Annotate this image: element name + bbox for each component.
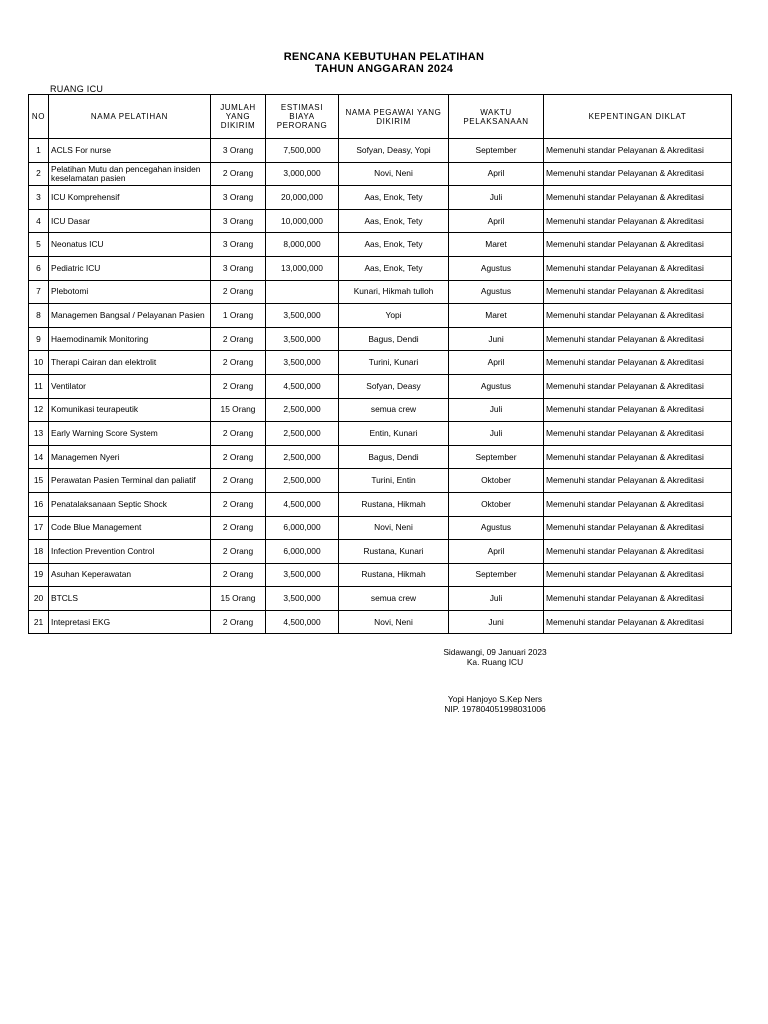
table-row [29, 540, 732, 564]
cell-biaya: 4,500,000 [266, 374, 339, 398]
cell-jumlah: 3 Orang [211, 209, 266, 233]
header-no: NO [29, 95, 49, 139]
header-estimasi-biaya: ESTIMASI BIAYA PERORANG [266, 95, 339, 139]
cell-waktu: Juli [449, 587, 544, 611]
cell-jumlah: 3 Orang [211, 139, 266, 163]
cell-no: 3 [29, 186, 49, 210]
cell-kepentingan: Memenuhi standar Pelayanan & Akreditasi [544, 563, 732, 587]
cell-pegawai: Turini, Entin [339, 469, 449, 493]
signature-block-bottom [395, 694, 595, 714]
cell-waktu: Juli [449, 398, 544, 422]
cell-kepentingan: Memenuhi standar Pelayanan & Akreditasi [544, 139, 732, 163]
cell-kepentingan: Memenuhi standar Pelayanan & Akreditasi [544, 587, 732, 611]
cell-pegawai: Novi, Neni [339, 610, 449, 634]
cell-waktu: April [449, 540, 544, 564]
cell-kepentingan: Memenuhi standar Pelayanan & Akreditasi [544, 351, 732, 375]
cell-waktu: Agustus [449, 374, 544, 398]
cell-nama-pelatihan: Managemen Nyeri [49, 445, 211, 469]
cell-biaya: 4,500,000 [266, 610, 339, 634]
cell-pegawai: semua crew [339, 398, 449, 422]
cell-jumlah: 2 Orang [211, 351, 266, 375]
cell-no: 19 [29, 563, 49, 587]
cell-nama-pelatihan: BTCLS [49, 587, 211, 611]
cell-biaya: 2,500,000 [266, 469, 339, 493]
cell-pegawai: Yopi [339, 304, 449, 328]
cell-biaya: 2,500,000 [266, 445, 339, 469]
table-row [29, 516, 732, 540]
cell-no: 9 [29, 327, 49, 351]
cell-waktu: Agustus [449, 280, 544, 304]
cell-no: 14 [29, 445, 49, 469]
cell-waktu: April [449, 351, 544, 375]
cell-waktu: Oktober [449, 469, 544, 493]
cell-pegawai: Rustana, Hikmah [339, 492, 449, 516]
training-table [28, 94, 732, 634]
cell-kepentingan: Memenuhi standar Pelayanan & Akreditasi [544, 256, 732, 280]
table-row [29, 374, 732, 398]
cell-jumlah: 15 Orang [211, 398, 266, 422]
table-row [29, 233, 732, 257]
cell-no: 1 [29, 139, 49, 163]
cell-biaya: 2,500,000 [266, 422, 339, 446]
cell-nama-pelatihan: Therapi Cairan dan elektrolit [49, 351, 211, 375]
table-row [29, 304, 732, 328]
header-jumlah: JUMLAH YANG DIKIRIM [211, 95, 266, 139]
cell-no: 12 [29, 398, 49, 422]
cell-biaya: 3,500,000 [266, 587, 339, 611]
cell-jumlah: 2 Orang [211, 492, 266, 516]
cell-biaya: 3,500,000 [266, 351, 339, 375]
cell-biaya: 3,500,000 [266, 327, 339, 351]
table-row [29, 492, 732, 516]
table-row [29, 610, 732, 634]
cell-biaya: 6,000,000 [266, 540, 339, 564]
cell-nama-pelatihan: ICU Dasar [49, 209, 211, 233]
cell-jumlah: 2 Orang [211, 516, 266, 540]
table-row [29, 445, 732, 469]
cell-biaya: 3,500,000 [266, 304, 339, 328]
cell-kepentingan: Memenuhi standar Pelayanan & Akreditasi [544, 304, 732, 328]
cell-no: 8 [29, 304, 49, 328]
cell-kepentingan: Memenuhi standar Pelayanan & Akreditasi [544, 398, 732, 422]
cell-biaya: 2,500,000 [266, 398, 339, 422]
cell-no: 15 [29, 469, 49, 493]
cell-waktu: Agustus [449, 516, 544, 540]
cell-pegawai: semua crew [339, 587, 449, 611]
cell-pegawai: Novi, Neni [339, 162, 449, 186]
cell-kepentingan: Memenuhi standar Pelayanan & Akreditasi [544, 540, 732, 564]
cell-waktu: Maret [449, 304, 544, 328]
cell-jumlah: 3 Orang [211, 186, 266, 210]
cell-kepentingan: Memenuhi standar Pelayanan & Akreditasi [544, 327, 732, 351]
cell-kepentingan: Memenuhi standar Pelayanan & Akreditasi [544, 374, 732, 398]
cell-jumlah: 2 Orang [211, 610, 266, 634]
cell-waktu: September [449, 445, 544, 469]
cell-biaya: 4,500,000 [266, 492, 339, 516]
cell-no: 4 [29, 209, 49, 233]
cell-nama-pelatihan: Infection Prevention Control [49, 540, 211, 564]
signatory-name: Yopi Hanjoyo S.Kep Ners [447, 694, 543, 704]
cell-no: 7 [29, 280, 49, 304]
cell-jumlah: 2 Orang [211, 540, 266, 564]
table-row [29, 139, 732, 163]
cell-kepentingan: Memenuhi standar Pelayanan & Akreditasi [544, 469, 732, 493]
cell-no: 11 [29, 374, 49, 398]
cell-biaya: 3,500,000 [266, 563, 339, 587]
cell-jumlah: 2 Orang [211, 280, 266, 304]
cell-waktu: Juli [449, 186, 544, 210]
cell-nama-pelatihan: Intepretasi EKG [49, 610, 211, 634]
cell-nama-pelatihan: Perawatan Pasien Terminal dan paliatif [49, 469, 211, 493]
signatory-nip: NIP. 197804051998031006 [444, 704, 546, 714]
cell-biaya: 7,500,000 [266, 139, 339, 163]
cell-pegawai: Rustana, Hikmah [339, 563, 449, 587]
cell-waktu: Juli [449, 422, 544, 446]
cell-waktu: April [449, 162, 544, 186]
cell-jumlah: 2 Orang [211, 469, 266, 493]
header-kepentingan: KEPENTINGAN DIKLAT [544, 95, 732, 139]
cell-pegawai: Novi, Neni [339, 516, 449, 540]
cell-no: 5 [29, 233, 49, 257]
cell-kepentingan: Memenuhi standar Pelayanan & Akreditasi [544, 280, 732, 304]
cell-no: 2 [29, 162, 49, 186]
cell-kepentingan: Memenuhi standar Pelayanan & Akreditasi [544, 445, 732, 469]
cell-pegawai: Kunari, Hikmah tulloh [339, 280, 449, 304]
cell-biaya [266, 280, 339, 304]
cell-no: 10 [29, 351, 49, 375]
table-row [29, 398, 732, 422]
cell-pegawai: Aas, Enok, Tety [339, 233, 449, 257]
cell-jumlah: 2 Orang [211, 327, 266, 351]
table-row [29, 280, 732, 304]
cell-biaya: 10,000,000 [266, 209, 339, 233]
cell-nama-pelatihan: Neonatus ICU [49, 233, 211, 257]
cell-jumlah: 2 Orang [211, 374, 266, 398]
cell-nama-pelatihan: Penatalaksanaan Septic Shock [49, 492, 211, 516]
cell-no: 21 [29, 610, 49, 634]
cell-pegawai: Bagus, Dendi [339, 327, 449, 351]
cell-kepentingan: Memenuhi standar Pelayanan & Akreditasi [544, 516, 732, 540]
header-nama-pegawai: NAMA PEGAWAI YANG DIKIRIM [339, 95, 449, 139]
signature-block-top [395, 647, 595, 667]
cell-kepentingan: Memenuhi standar Pelayanan & Akreditasi [544, 233, 732, 257]
cell-waktu: Juni [449, 327, 544, 351]
cell-pegawai: Entin, Kunari [339, 422, 449, 446]
header-waktu: WAKTU PELAKSANAAN [449, 95, 544, 139]
table-row [29, 422, 732, 446]
document-subtitle: TAHUN ANGGARAN 2024 [314, 63, 454, 75]
cell-waktu: Agustus [449, 256, 544, 280]
cell-jumlah: 1 Orang [211, 304, 266, 328]
cell-waktu: September [449, 139, 544, 163]
cell-pegawai: Sofyan, Deasy [339, 374, 449, 398]
cell-nama-pelatihan: Asuhan Keperawatan [49, 563, 211, 587]
cell-waktu: April [449, 209, 544, 233]
cell-kepentingan: Memenuhi standar Pelayanan & Akreditasi [544, 162, 732, 186]
cell-no: 13 [29, 422, 49, 446]
cell-kepentingan: Memenuhi standar Pelayanan & Akreditasi [544, 492, 732, 516]
document-title: RENCANA KEBUTUHAN PELATIHAN [283, 51, 485, 63]
table-row [29, 327, 732, 351]
cell-jumlah: 2 Orang [211, 445, 266, 469]
cell-biaya: 13,000,000 [266, 256, 339, 280]
cell-pegawai: Aas, Enok, Tety [339, 186, 449, 210]
cell-pegawai: Bagus, Dendi [339, 445, 449, 469]
cell-jumlah: 2 Orang [211, 162, 266, 186]
cell-nama-pelatihan: Managemen Bangsal / Pelayanan Pasien [49, 304, 211, 328]
table-row [29, 162, 732, 186]
cell-no: 16 [29, 492, 49, 516]
cell-nama-pelatihan: Plebotomi [49, 280, 211, 304]
cell-nama-pelatihan: Haemodinamik Monitoring [49, 327, 211, 351]
cell-no: 17 [29, 516, 49, 540]
place-date: Sidawangi, 09 Januari 2023 [443, 647, 547, 657]
table-header-row [29, 95, 732, 139]
cell-nama-pelatihan: ICU Komprehensif [49, 186, 211, 210]
unit-label: RUANG ICU [50, 84, 104, 94]
cell-no: 6 [29, 256, 49, 280]
table-row [29, 563, 732, 587]
table-row [29, 587, 732, 611]
cell-kepentingan: Memenuhi standar Pelayanan & Akreditasi [544, 186, 732, 210]
cell-nama-pelatihan: Code Blue Management [49, 516, 211, 540]
cell-jumlah: 2 Orang [211, 563, 266, 587]
cell-waktu: September [449, 563, 544, 587]
cell-pegawai: Aas, Enok, Tety [339, 209, 449, 233]
cell-pegawai: Rustana, Kunari [339, 540, 449, 564]
cell-nama-pelatihan: Ventilator [49, 374, 211, 398]
cell-waktu: Oktober [449, 492, 544, 516]
signatory-position: Ka. Ruang ICU [466, 657, 524, 667]
cell-jumlah: 15 Orang [211, 587, 266, 611]
cell-kepentingan: Memenuhi standar Pelayanan & Akreditasi [544, 422, 732, 446]
table-row [29, 209, 732, 233]
cell-pegawai: Aas, Enok, Tety [339, 256, 449, 280]
cell-jumlah: 2 Orang [211, 422, 266, 446]
cell-nama-pelatihan: Pelatihan Mutu dan pencegahan insiden keselamatan pasien [49, 162, 211, 186]
cell-biaya: 8,000,000 [266, 233, 339, 257]
table-row [29, 469, 732, 493]
cell-kepentingan: Memenuhi standar Pelayanan & Akreditasi [544, 209, 732, 233]
cell-biaya: 20,000,000 [266, 186, 339, 210]
cell-pegawai: Sofyan, Deasy, Yopi [339, 139, 449, 163]
cell-jumlah: 3 Orang [211, 256, 266, 280]
table-row [29, 351, 732, 375]
cell-waktu: Juni [449, 610, 544, 634]
cell-pegawai: Turini, Kunari [339, 351, 449, 375]
cell-biaya: 6,000,000 [266, 516, 339, 540]
table-row [29, 186, 732, 210]
cell-no: 20 [29, 587, 49, 611]
cell-nama-pelatihan: ACLS For nurse [49, 139, 211, 163]
cell-kepentingan: Memenuhi standar Pelayanan & Akreditasi [544, 610, 732, 634]
cell-biaya: 3,000,000 [266, 162, 339, 186]
table-row [29, 256, 732, 280]
header-nama-pelatihan: NAMA PELATIHAN [49, 95, 211, 139]
cell-jumlah: 3 Orang [211, 233, 266, 257]
cell-nama-pelatihan: Early Warning Score System [49, 422, 211, 446]
cell-no: 18 [29, 540, 49, 564]
cell-nama-pelatihan: Pediatric ICU [49, 256, 211, 280]
cell-waktu: Maret [449, 233, 544, 257]
cell-nama-pelatihan: Komunikasi teurapeutik [49, 398, 211, 422]
